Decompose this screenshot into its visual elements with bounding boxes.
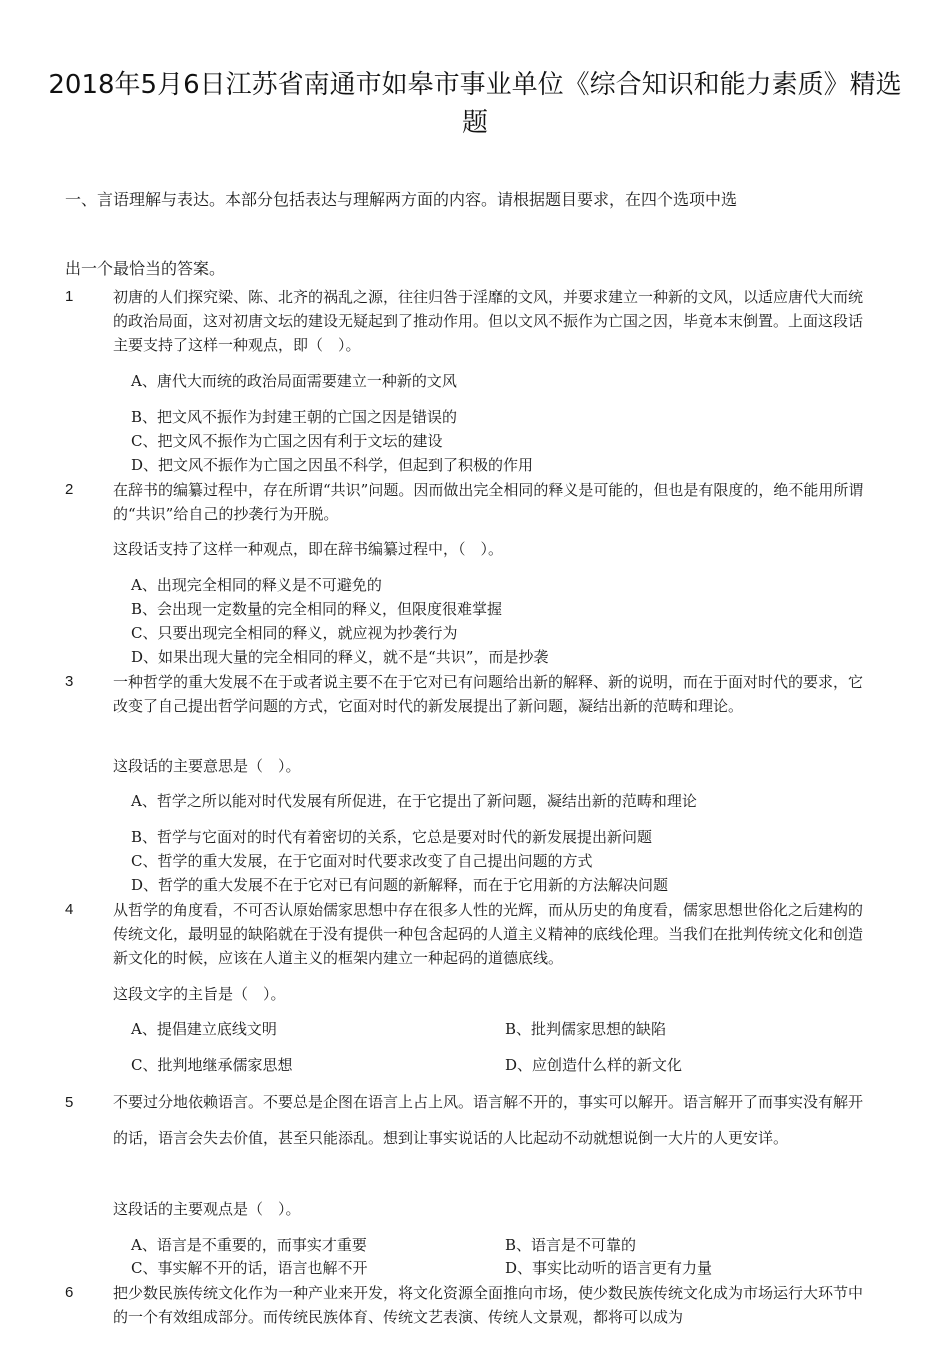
question-text: 在辞书的编纂过程中，存在所谓“共识”问题。因而做出完全相同的释义是可能的，但也是有限度的，绝不能用所谓的“共识”给自己的抄袭行为开脱。	[113, 481, 864, 523]
question-text: 不要过分地依赖语言。不要总是企图在语言上占上风。语言解不开的，事实可以解开。语言解开了而事实没有解开的话，语言会失去价值，甚至只能添乱。想到让事实说话的人比起动不动就想说倒一大片的人更安详。	[113, 1093, 864, 1147]
question-stem: 这段话支持了这样一种观点，即在辞书编纂过程中，（ ）。	[113, 540, 504, 558]
option-a: A、提倡建立底线文明	[131, 1020, 277, 1038]
option-a: A、语言是不重要的，而事实才重要	[131, 1236, 367, 1254]
option-a: A、哲学之所以能对时代发展有所促进，在于它提出了新问题，凝结出新的范畴和理论	[131, 792, 697, 810]
option-d: D、如果出现大量的完全相同的释义，就不是“共识”，而是抄袭	[131, 648, 549, 666]
question-stem: 这段话的主要观点是（ ）。	[113, 1200, 301, 1218]
section-intro-continued: 出一个最恰当的答案。	[65, 259, 226, 278]
question-number: 3	[65, 673, 74, 690]
question-number: 2	[65, 481, 74, 498]
option-d: D、事实比动听的语言更有力量	[505, 1259, 713, 1277]
question-stem: 这段文字的主旨是（ ）。	[113, 985, 286, 1003]
option-d: D、把文风不振作为亡国之因虽不科学，但起到了积极的作用	[131, 456, 534, 474]
option-d: D、应创造什么样的新文化	[505, 1056, 683, 1074]
option-b: B、把文风不振作为封建王朝的亡国之因是错误的	[131, 408, 458, 426]
question-text: 从哲学的角度看，不可否认原始儒家思想中存在很多人性的光辉，而从历史的角度看，儒家思想世俗化之后建构的传统文化，最明显的缺陷就在于没有提供一种包含起码的人道主义精神的底线伦理。当我们在批判传统文化和创造新文化的时候，应该在人道主义的框架内建立一种起码的道德底线。	[113, 901, 864, 967]
question-number: 1	[65, 288, 74, 305]
option-b: B、批判儒家思想的缺陷	[505, 1020, 667, 1038]
option-c: C、只要出现完全相同的释义，就应视为抄袭行为	[131, 624, 458, 642]
option-c: C、哲学的重大发展，在于它面对时代要求改变了自己提出问题的方式	[131, 852, 593, 870]
question-stem: 这段话的主要意思是（ ）。	[113, 757, 301, 775]
option-c: C、把文风不振作为亡国之因有利于文坛的建设	[131, 432, 443, 450]
section-intro: 一、言语理解与表达。本部分包括表达与理解两方面的内容。请根据题目要求，在四个选项中选	[65, 190, 738, 209]
option-b: B、哲学与它面对的时代有着密切的关系，它总是要对时代的新发展提出新问题	[131, 828, 653, 846]
question-text: 初唐的人们探究梁、陈、北齐的祸乱之源，往往归咎于淫靡的文风，并要求建立一种新的文风，以适应唐代大而统的政治局面，这对初唐文坛的建设无疑起到了推动作用。但以文风不振作为亡国之因，毕竟本末倒置。上面这段话主要支持了这样一种观点，即（ ）。	[113, 288, 864, 354]
question-number: 5	[65, 1094, 74, 1111]
option-c: C、批判地继承儒家思想	[131, 1056, 293, 1074]
option-a: A、出现完全相同的释义是不可避免的	[131, 576, 382, 594]
question-number: 6	[65, 1284, 74, 1301]
option-d: D、哲学的重大发展不在于它对已有问题的新解释，而在于它用新的方法解决问题	[131, 876, 669, 894]
option-c: C、事实解不开的话，语言也解不开	[131, 1259, 368, 1277]
option-b: B、语言是不可靠的	[505, 1236, 637, 1254]
question-number: 4	[65, 901, 74, 918]
question-text: 一种哲学的重大发展不在于或者说主要不在于它对已有问题给出新的解释、新的说明，而在于面对时代的要求，它改变了自己提出哲学问题的方式，它面对时代的新发展提出了新问题，凝结出新的范畴和理论。	[113, 673, 864, 715]
option-a: A、唐代大而统的政治局面需要建立一种新的文风	[131, 372, 457, 390]
question-text: 把少数民族传统文化作为一种产业来开发，将文化资源全面推向市场，使少数民族传统文化成为市场运行大环节中的一个有效组成部分。而传统民族体育、传统文艺表演、传统人文景观，都将可以成为	[113, 1284, 864, 1326]
option-b: B、会出现一定数量的完全相同的释义，但限度很难掌握	[131, 600, 503, 618]
document-title: 2018年5月6日江苏省南通市如皋市事业单位《综合知识和能力素质》精选题	[48, 70, 902, 138]
